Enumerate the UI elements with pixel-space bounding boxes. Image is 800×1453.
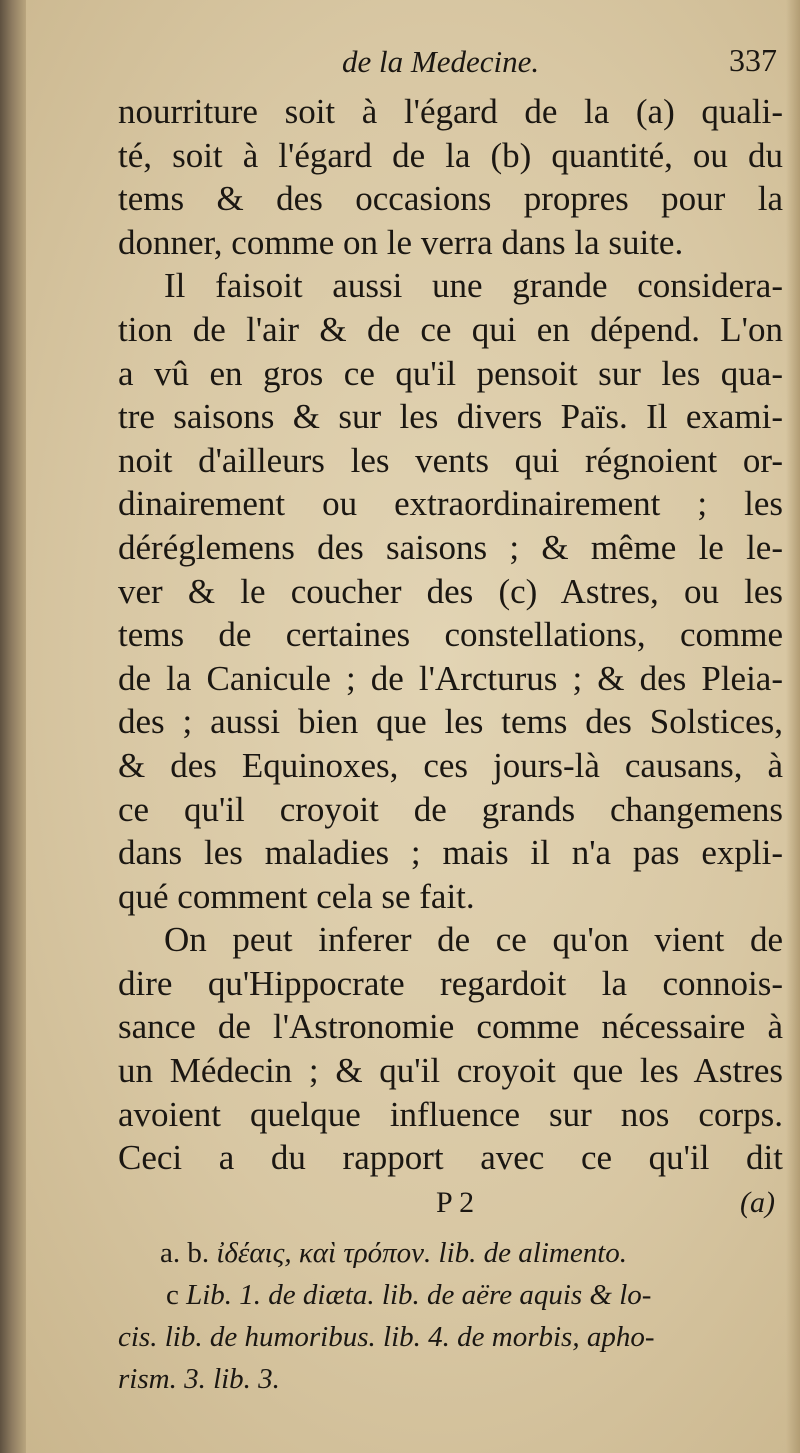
signature-mark: P 2 [436, 1185, 475, 1219]
text-line: té, soit à l'égard de la (b) quantité, ou du [118, 135, 783, 175]
text-block [118, 40, 783, 1400]
text-line: ce qu'il croyoit de grands changemens [118, 789, 783, 829]
footnotes [118, 1232, 783, 1400]
text-line: qué comment cela se fait. [118, 876, 475, 916]
text-line: ver & le coucher des (c) Astres, ou les [118, 571, 783, 611]
page-number: 337 [729, 42, 777, 78]
text-line: tems de certaines constellations, comme [118, 615, 783, 655]
text-line: avoient quelque influence sur nos corps. [118, 1094, 783, 1134]
footnote-c-end: rism. 3. lib. 3. [118, 1362, 280, 1395]
footnote-c-text: Lib. 1. de diæta. lib. de aëre aquis & lo- [186, 1278, 652, 1311]
footnote-c [118, 1274, 783, 1316]
text-line: des ; aussi bien que les tems des Solstices, [118, 702, 783, 742]
text-line: nourriture soit à l'égard de la (a) quali- [118, 92, 783, 131]
text-line: tion de l'air & de ce qui en dépend. L'on [118, 309, 783, 349]
running-title: de la Medecine. [342, 44, 540, 79]
book-gutter [0, 0, 26, 1453]
text-line: déréglemens des saisons ; & même le le- [118, 527, 783, 567]
text-line: On peut inferer de ce qu'on vient de [164, 920, 783, 960]
footnote-c-label: c [166, 1278, 179, 1311]
footnote-ab-label: a. b. [160, 1236, 210, 1269]
signature-row [118, 1184, 783, 1228]
page-header [118, 40, 783, 90]
catchword: (a) [740, 1185, 775, 1219]
text-line: de la Canicule ; de l'Arcturus ; & des Pleia- [118, 658, 783, 698]
footnote-c-continued: cis. lib. de humoribus. lib. 4. de morbis, apho- [118, 1320, 655, 1353]
footnote-ab-text: ἰδέαις, καὶ τρόπον. lib. de alimento. [216, 1236, 628, 1269]
text-line: tems & des occasions propres pour la [118, 179, 783, 219]
text-line: dire qu'Hippocrate regardoit la connois- [118, 963, 783, 1003]
text-line: & des Equinoxes, ces jours-là causans, à [118, 745, 783, 785]
text-line: Ceci a du rapport avec ce qu'il dit [118, 1138, 783, 1178]
text-line: noit d'ailleurs les vents qui régnoient or- [118, 440, 783, 480]
text-line: un Médecin ; & qu'il croyoit que les Astres [118, 1051, 783, 1091]
text-line: a vû en gros ce qu'il pensoit sur les qua- [118, 353, 783, 393]
footnote-ab [118, 1232, 783, 1274]
body-text [118, 90, 783, 1180]
page-edge [786, 0, 800, 1453]
text-line: donner, comme on le verra dans la suite. [118, 222, 684, 262]
text-line: sance de l'Astronomie comme nécessaire à [118, 1007, 783, 1047]
text-line: tre saisons & sur les divers Païs. Il exami- [118, 397, 783, 437]
text-line: dinairement ou extraordinairement ; les [118, 484, 783, 524]
text-line: Il faisoit aussi une grande considera- [164, 266, 783, 306]
text-line: dans les maladies ; mais il n'a pas expli- [118, 833, 783, 873]
